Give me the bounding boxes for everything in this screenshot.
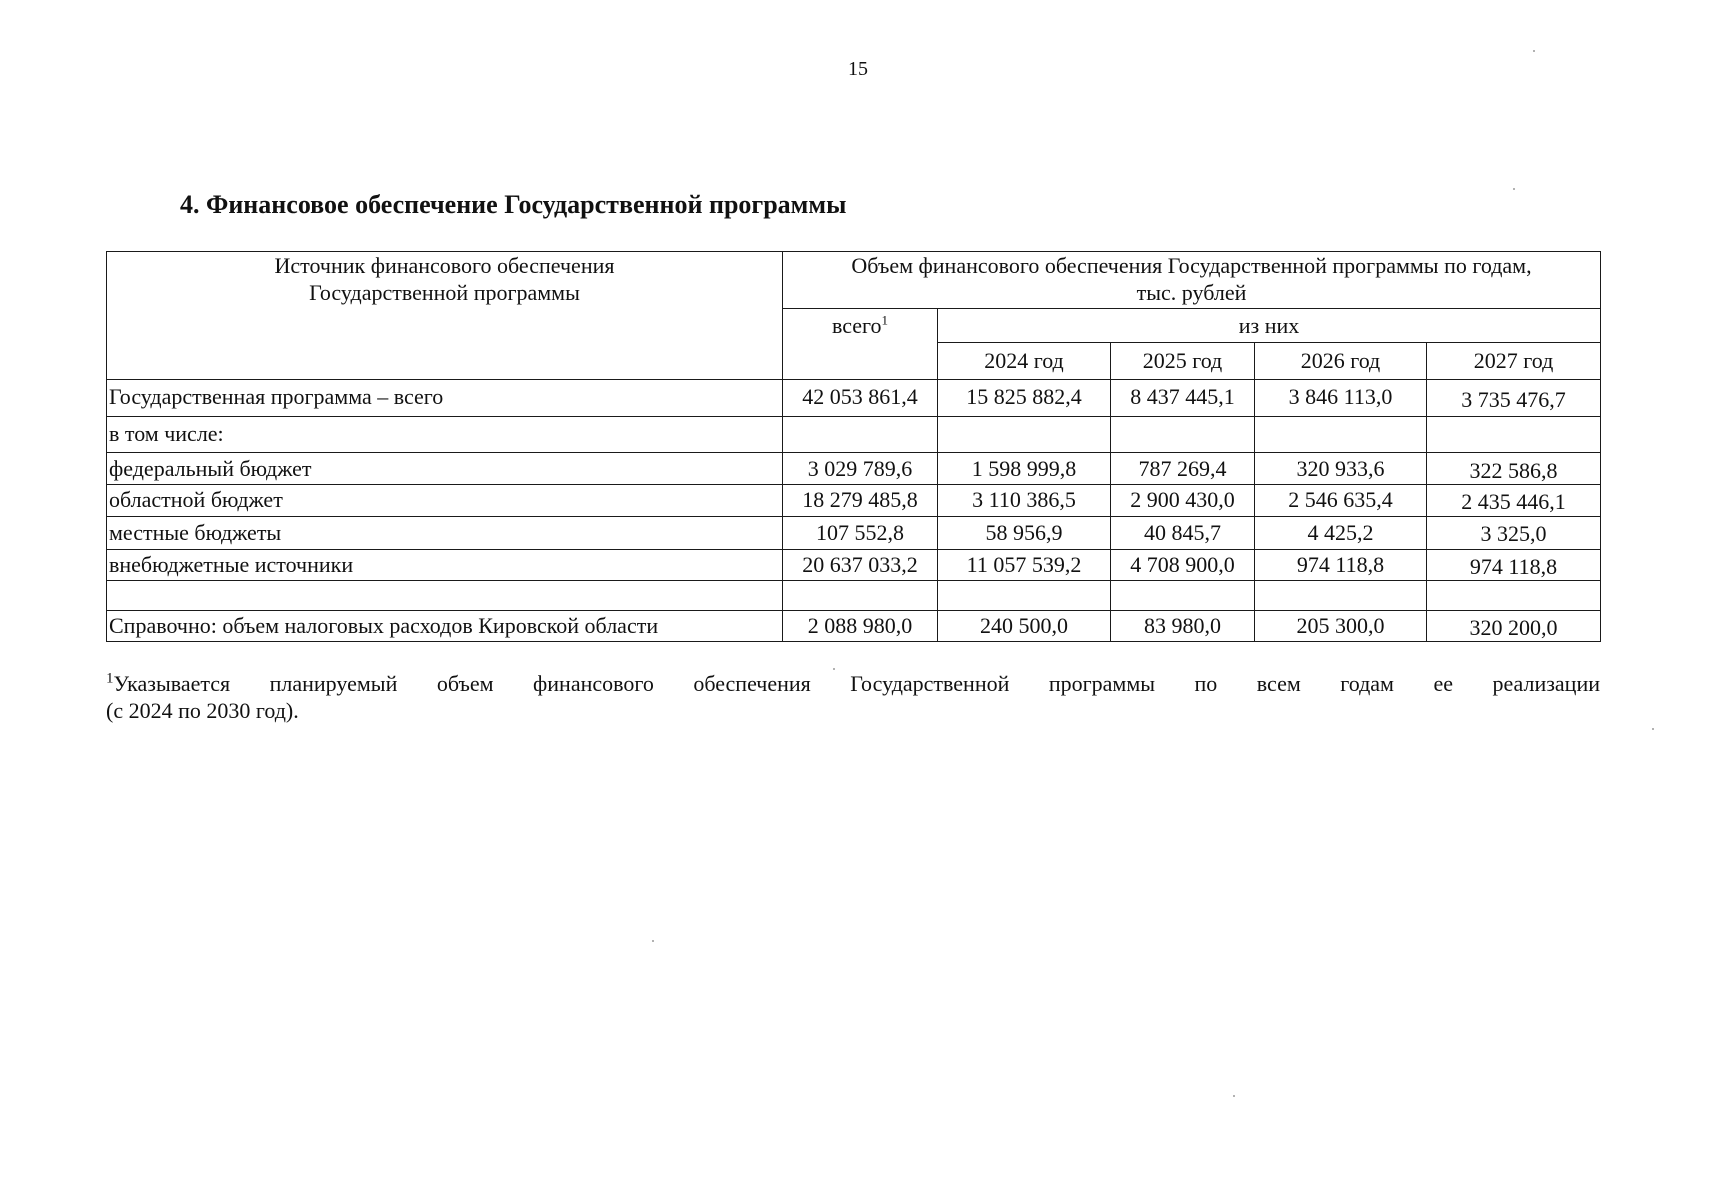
row-label: Справочно: объем налоговых расходов Кировской области [107,611,783,642]
total-header-cell [783,309,938,380]
row-2025: 787 269,4 [1111,453,1255,485]
header-row-top [107,252,1601,309]
row-2025: 4 708 900,0 [1111,550,1255,581]
row-2025: 83 980,0 [1111,611,1255,642]
row-total [783,581,938,611]
row-2027: 2 435 446,1 [1427,485,1601,517]
row-total [783,417,938,453]
row-2027 [1427,417,1601,453]
total-header-label: всего [831,313,882,338]
row-label [107,581,783,611]
scan-speck [1233,1095,1235,1097]
row-2025 [1111,581,1255,611]
row-2024: 1 598 999,8 [938,453,1111,485]
table-row [107,453,1601,485]
source-header-cell [107,252,783,380]
row-2027: 974 118,8 [1427,550,1601,581]
page-number: 15 [848,58,868,80]
row-total: 3 029 789,6 [783,453,938,485]
year-header-2027: 2027 год [1427,343,1601,380]
volume-header-line1: Объем финансового обеспечения Государственной программы по годам, [851,253,1532,278]
footnote-mark: 1 [106,670,114,687]
row-2024: 58 956,9 [938,517,1111,550]
table-row [107,550,1601,581]
scan-speck [652,940,654,942]
row-label: областной бюджет [107,485,783,517]
row-2027: 3 735 476,7 [1427,380,1601,417]
row-2024: 3 110 386,5 [938,485,1111,517]
volume-header-cell [783,252,1601,309]
section-title: 4. Финансовое обеспечение Государственной программы [180,190,847,219]
row-2026 [1255,581,1427,611]
row-2024: 240 500,0 [938,611,1111,642]
row-2027: 3 325,0 [1427,517,1601,550]
row-2024 [938,581,1111,611]
year-header-2025: 2025 год [1111,343,1255,380]
table-row [107,517,1601,550]
table-row [107,611,1601,642]
table-row [107,581,1601,611]
source-header-line2: Государственной программы [309,280,580,305]
scan-speck [1533,50,1535,52]
row-2025 [1111,417,1255,453]
scan-speck [1652,728,1654,730]
row-2024 [938,417,1111,453]
row-2026: 974 118,8 [1255,550,1427,581]
row-label: местные бюджеты [107,517,783,550]
year-header-2026: 2026 год [1255,343,1427,380]
scan-speck [1513,188,1515,190]
footnote [106,670,1600,724]
row-2025: 8 437 445,1 [1111,380,1255,417]
row-2026: 3 846 113,0 [1255,380,1427,417]
row-label: федеральный бюджет [107,453,783,485]
row-2026: 205 300,0 [1255,611,1427,642]
row-total: 18 279 485,8 [783,485,938,517]
row-2024: 15 825 882,4 [938,380,1111,417]
row-label: внебюджетные источники [107,550,783,581]
row-2026: 2 546 635,4 [1255,485,1427,517]
row-label: в том числе: [107,417,783,453]
row-2026 [1255,417,1427,453]
total-footnote-mark: 1 [881,312,889,328]
row-2027 [1427,581,1601,611]
row-2027: 320 200,0 [1427,611,1601,642]
row-total: 20 637 033,2 [783,550,938,581]
row-2025: 2 900 430,0 [1111,485,1255,517]
row-label: Государственная программа – всего [107,380,783,417]
footnote-text-line2: (с 2024 по 2030 год). [106,698,299,723]
source-header-line1: Источник финансового обеспечения [274,253,615,278]
row-2027: 322 586,8 [1427,453,1601,485]
footnote-text-line1: Указывается планируемый объем финансового обеспечения Государственной программы по всем годам ее реализации [113,671,1600,696]
table-row [107,380,1601,417]
row-2025: 40 845,7 [1111,517,1255,550]
row-total: 107 552,8 [783,517,938,550]
footnote-line1 [106,670,1600,697]
scan-speck [833,668,835,670]
volume-header-line2: тыс. рублей [1136,280,1247,305]
row-2026: 320 933,6 [1255,453,1427,485]
row-total: 42 053 861,4 [783,380,938,417]
of-them-header-cell: из них [938,309,1601,343]
table-row [107,417,1601,453]
table-row [107,485,1601,517]
row-2026: 4 425,2 [1255,517,1427,550]
financing-table [106,251,1601,642]
year-header-2024: 2024 год [938,343,1111,380]
row-2024: 11 057 539,2 [938,550,1111,581]
row-total: 2 088 980,0 [783,611,938,642]
